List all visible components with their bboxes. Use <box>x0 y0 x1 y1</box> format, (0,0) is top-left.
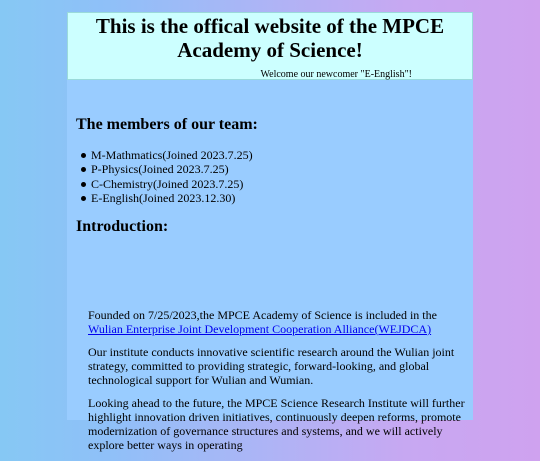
intro-founding-text: Founded on 7/25/2023,the MPCE Academy of Science is included in the <box>88 308 437 322</box>
list-item: M-Mathmatics(Joined 2023.7.25) <box>91 148 253 162</box>
list-item: E-English(Joined 2023.12.30) <box>91 191 253 205</box>
intro-paragraph-founding <box>88 308 466 336</box>
introduction-heading: Introduction: <box>76 218 169 235</box>
members-heading: The members of our team: <box>76 116 258 133</box>
main-content <box>67 80 473 452</box>
introduction-body <box>88 308 466 461</box>
site-header <box>67 12 473 80</box>
members-list <box>76 148 253 206</box>
list-item: C-Chemistry(Joined 2023.7.25) <box>91 177 253 191</box>
page-container <box>67 12 473 452</box>
site-title: This is the offical website of the MPCE Academy of Science! <box>95 14 445 62</box>
welcome-message: Welcome our newcomer "E-English"! <box>260 69 412 80</box>
intro-paragraph-research: Our institute conducts innovative scientific research around the Wulian joint strategy, committed to providing strategic, forward-looking, and global technological support for Wulian and Wumian. <box>88 345 455 387</box>
wejdca-link[interactable]: Wulian Enterprise Joint Development Cooperation Alliance(WEJDCA) <box>88 322 432 336</box>
list-item: P-Physics(Joined 2023.7.25) <box>91 162 253 176</box>
intro-paragraph-future: Looking ahead to the future, the MPCE Science Research Institute will further highlight innovation driven initiatives, continuously deepen reforms, promote modernization of governance structures and systems, and we will actively explore better ways in operating <box>88 396 465 452</box>
